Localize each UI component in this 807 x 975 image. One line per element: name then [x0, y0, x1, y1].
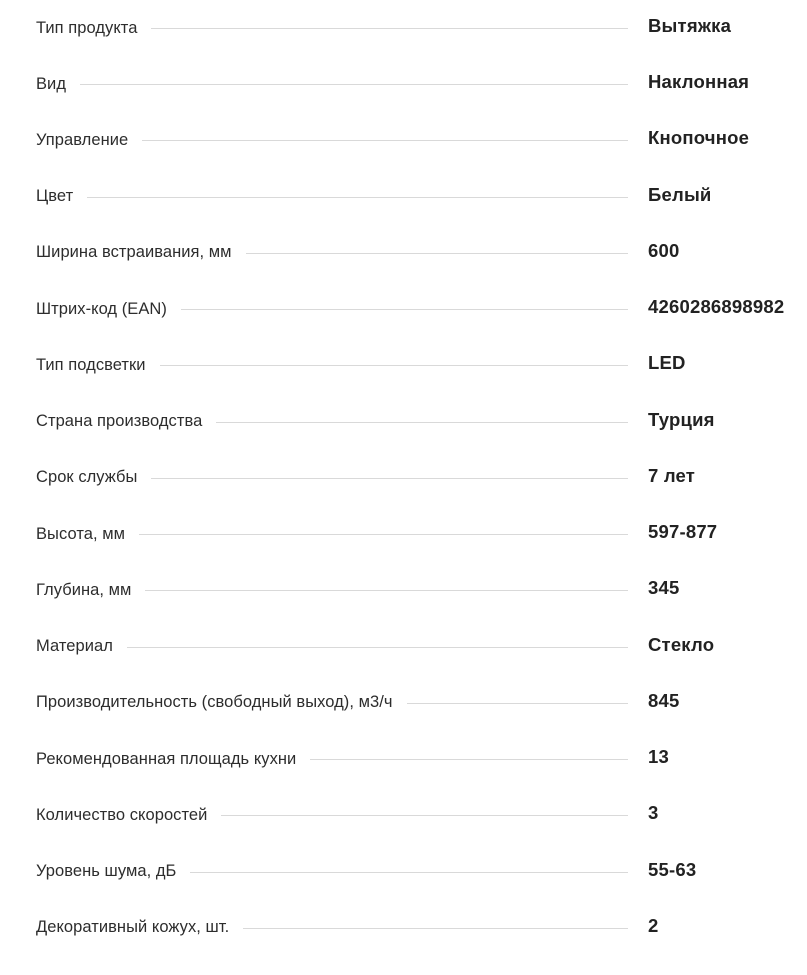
spec-label: Материал	[36, 637, 127, 656]
leader-line	[310, 759, 628, 760]
spec-row-color	[0, 169, 807, 225]
spec-label: Тип продукта	[36, 19, 151, 38]
spec-row-height	[0, 506, 807, 562]
leader-line	[243, 928, 628, 929]
spec-value: Белый	[648, 183, 712, 205]
leader-line	[160, 365, 628, 366]
spec-label: Штрих-код (EAN)	[36, 300, 181, 319]
leader-line	[145, 590, 628, 591]
leader-line	[87, 197, 628, 198]
spec-label: Производительность (свободный выход), м3/ч	[36, 693, 407, 712]
spec-label: Глубина, мм	[36, 581, 145, 600]
spec-row-service-life	[0, 450, 807, 506]
spec-label: Количество скоростей	[36, 806, 221, 825]
spec-value: 345	[648, 577, 680, 599]
spec-label: Высота, мм	[36, 525, 139, 544]
leader-line	[139, 534, 628, 535]
spec-value: Кнопочное	[648, 127, 750, 149]
spec-value: Вытяжка	[648, 15, 732, 36]
leader-line	[221, 815, 628, 816]
spec-row-speeds	[0, 787, 807, 843]
spec-row-lighting	[0, 337, 807, 393]
leader-line	[190, 872, 628, 873]
leader-line	[407, 703, 629, 704]
spec-row-kitchen-area	[0, 731, 807, 787]
spec-value: Наклонная	[648, 71, 750, 93]
spec-value: Турция	[648, 408, 715, 430]
spec-label: Страна производства	[36, 412, 216, 431]
spec-label: Цвет	[36, 187, 87, 206]
leader-line	[127, 647, 628, 648]
spec-label: Тип подсветки	[36, 356, 160, 375]
spec-value: 4260286898982	[648, 296, 785, 318]
leader-line	[246, 253, 628, 254]
spec-value: 55-63	[648, 858, 697, 880]
spec-row-depth	[0, 562, 807, 618]
spec-label: Декоративный кожух, шт.	[36, 918, 243, 937]
spec-value: 2	[648, 914, 659, 936]
spec-row-barcode	[0, 281, 807, 337]
leader-line	[151, 28, 628, 29]
spec-row-performance	[0, 675, 807, 731]
spec-value: 845	[648, 689, 680, 711]
leader-line	[181, 309, 628, 310]
spec-row-country	[0, 394, 807, 450]
spec-row-material	[0, 619, 807, 675]
spec-row-noise	[0, 844, 807, 900]
spec-row-control	[0, 112, 807, 168]
spec-row-width	[0, 225, 807, 281]
spec-value: Стекло	[648, 633, 715, 655]
spec-value: 597-877	[648, 521, 718, 543]
spec-label: Вид	[36, 75, 80, 94]
spec-label: Ширина встраивания, мм	[36, 243, 246, 262]
spec-value: 13	[648, 746, 669, 768]
spec-label: Срок службы	[36, 468, 151, 487]
spec-label: Уровень шума, дБ	[36, 862, 190, 881]
spec-row-kind	[0, 56, 807, 112]
spec-value: 7 лет	[648, 464, 696, 486]
spec-value: 3	[648, 802, 659, 824]
leader-line	[80, 84, 628, 85]
spec-value: 600	[648, 239, 680, 261]
leader-line	[142, 140, 628, 141]
spec-label: Рекомендованная площадь кухни	[36, 750, 310, 769]
leader-line	[151, 478, 628, 479]
spec-row-casing	[0, 900, 807, 956]
spec-value: LED	[648, 352, 686, 374]
spec-label: Управление	[36, 131, 142, 150]
spec-row-product-type	[0, 0, 807, 56]
leader-line	[216, 422, 628, 423]
